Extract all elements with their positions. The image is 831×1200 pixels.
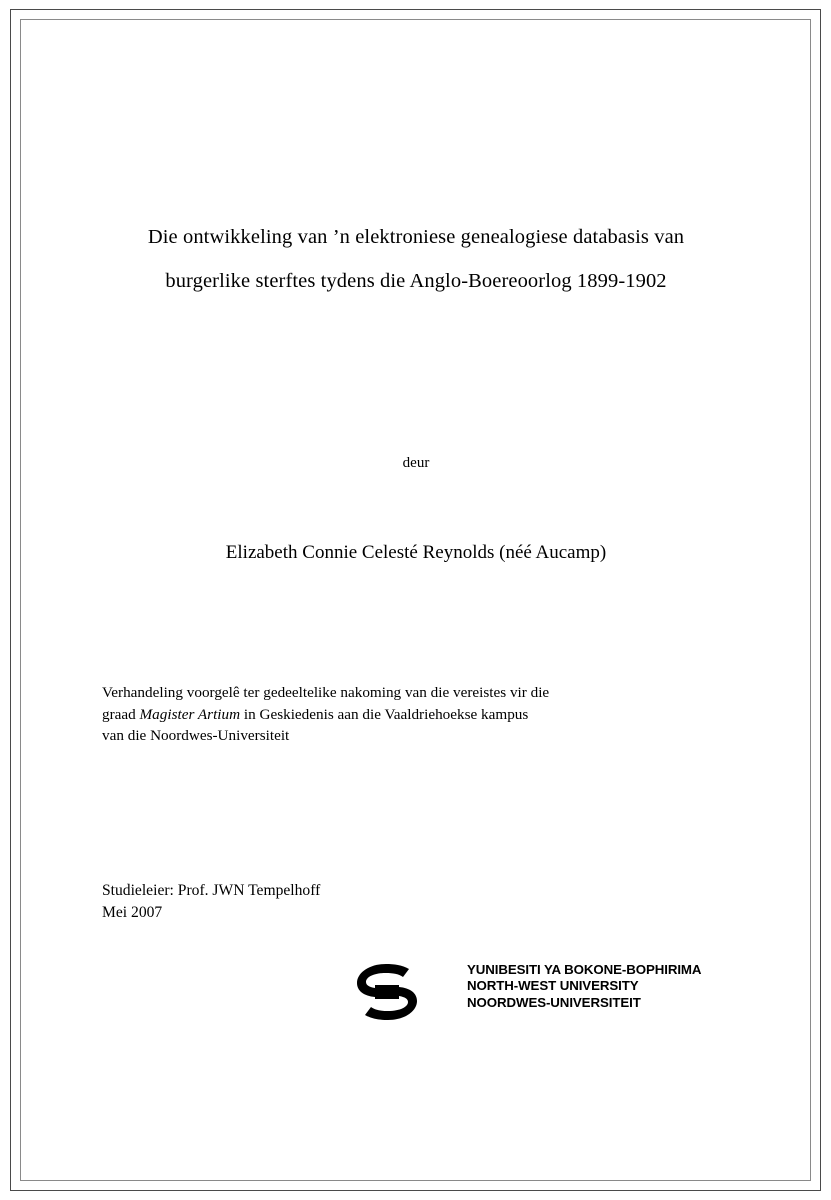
university-logo (251, 957, 702, 1029)
byline-label: deur (402, 455, 430, 471)
logo-line-english: NORTH-WEST UNIVERSITY (467, 978, 639, 994)
statement-line-2-suffix: in Geskiedenis aan die Vaaldriehoekse kampus (240, 705, 529, 723)
page-content (101, 19, 731, 1169)
statement-line-1: Verhandeling voorgelê ter gedeeltelike nakoming van die vereistes vir die (102, 684, 550, 701)
author-name: Elizabeth Connie Celesté Reynolds (néé Aucamp) (225, 542, 607, 563)
degree-name: Magister Artium (139, 705, 241, 723)
title-line-1: Die ontwikkeling van ’n elektroniese genealogiese databasis van (147, 226, 685, 248)
submission-date: Mei 2007 (102, 904, 163, 921)
nwu-logo-icon (353, 961, 421, 1023)
logo-line-setswana: YUNIBESITI YA BOKONE-BOPHIRIMA (467, 962, 702, 977)
statement-line-2 (102, 704, 699, 726)
supervisor-name: Studieleier: Prof. JWN Tempelhoff (102, 882, 321, 899)
logo-wordmark (467, 962, 701, 1011)
statement-line-3: van die Noordwes-Universiteit (102, 727, 290, 744)
title-line-2: burgerlike sterftes tydens die Anglo-Boereoorlog 1899-1902 (165, 270, 667, 292)
logo-line-afrikaans: NOORDWES-UNIVERSITEIT (467, 994, 641, 1010)
degree-statement (102, 682, 699, 747)
statement-line-2-prefix: graad (102, 705, 140, 723)
supervisor-block (102, 880, 602, 924)
page-title (101, 215, 731, 303)
